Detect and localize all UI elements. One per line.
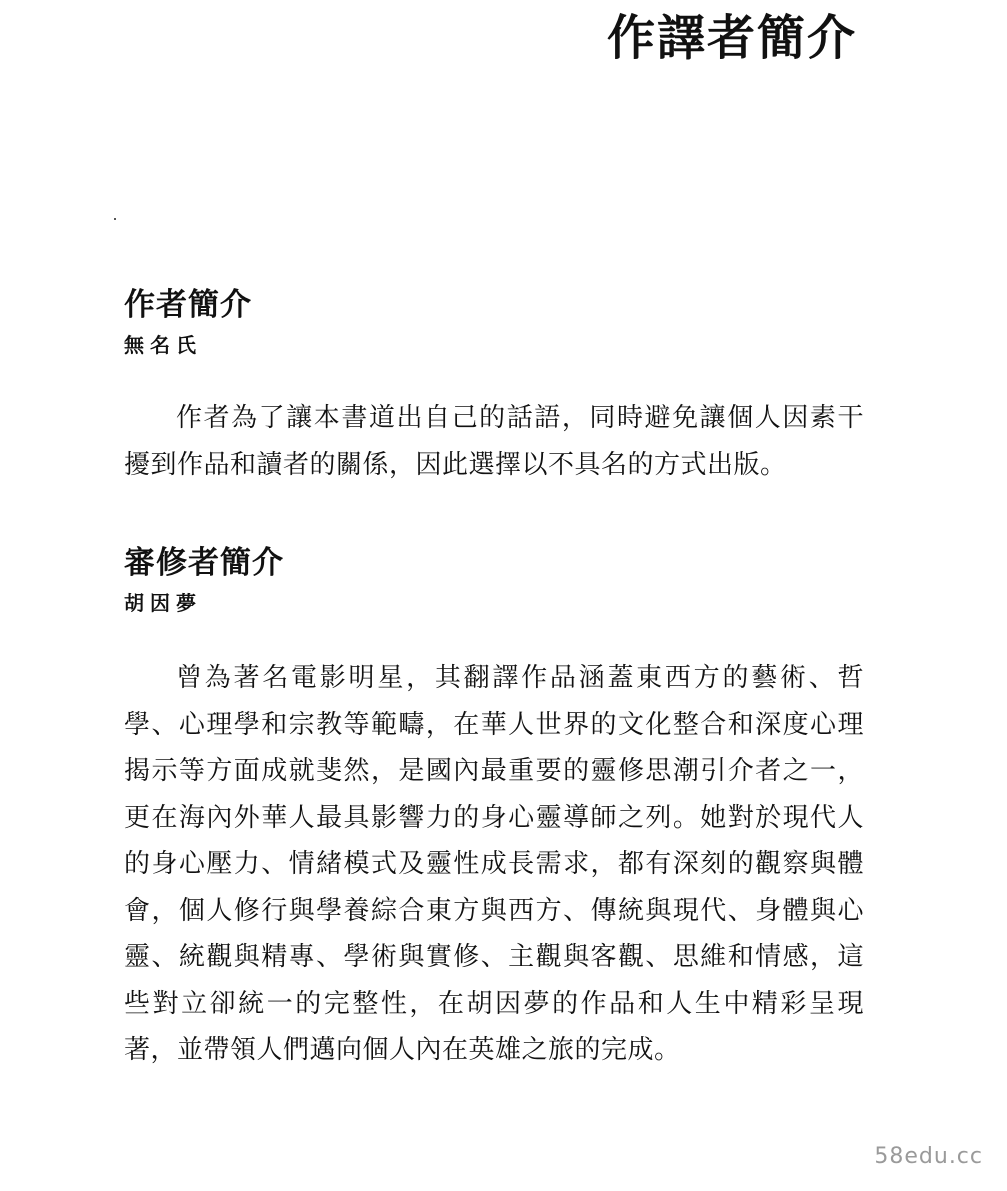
- author-bio: 作者為了讓本書道出自己的話語，同時避免讓個人因素干擾到作品和讀者的關係，因此選擇以不具名的方式出版。: [124, 403, 864, 480]
- editor-bio: 曾為著名電影明星，其翻譯作品涵蓋東西方的藝術、哲學、心理學和宗教等範疇，在華人世界的文化整合和深度心理揭示等方面成就斐然，是國內最重要的靈修思潮引介者之一，更在海內外華人最具影響力的身心靈導師之列。她對於現代人的身心壓力、情緒模式及靈性成長需求，都有深刻的觀察與體會，個人修行與學養綜合東方與西方、傳統與現代、身體與心靈、統觀與精專、學術與實修、主觀與客觀、思維和情感，這些對立卻統一的完整性，在胡因夢的作品和人生中精彩呈現著，並帶領人們邁向個人內在英雄之旅的完成。: [124, 663, 864, 1065]
- editor-section: [124, 543, 864, 1074]
- author-name: 無名氏: [124, 333, 202, 357]
- author-section: [124, 285, 864, 488]
- author-heading: 作者簡介: [124, 287, 252, 323]
- page-title: 作譯者簡介: [606, 10, 857, 66]
- watermark: 58edu.cc: [874, 1144, 983, 1169]
- editor-heading: 審修者簡介: [124, 545, 284, 581]
- editor-name: 胡因夢: [124, 591, 202, 615]
- scan-speck: [114, 218, 116, 220]
